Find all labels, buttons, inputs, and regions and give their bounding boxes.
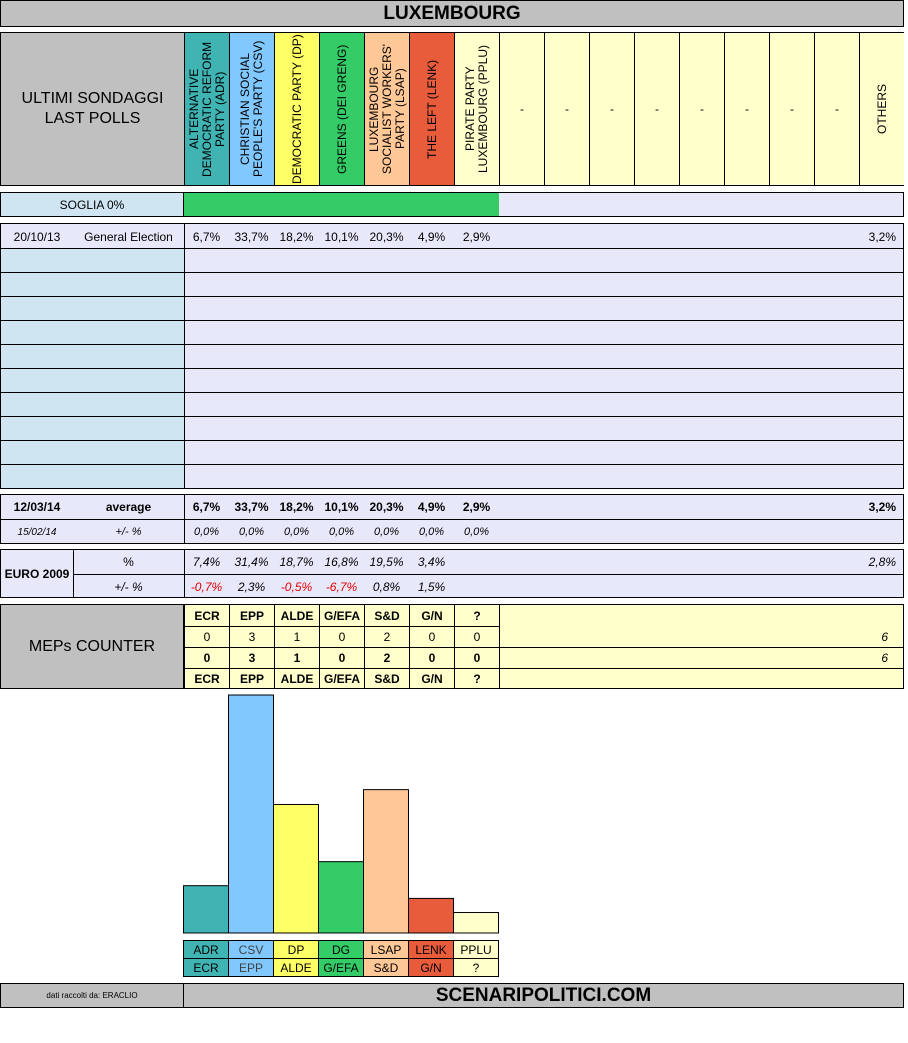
meps-seat-count: 1 [274, 626, 319, 647]
average-diff-value: 0,0% [373, 526, 400, 538]
page-title: LUXEMBOURG [0, 0, 904, 27]
average-diff-value: 0,0% [193, 526, 220, 538]
election-value: 6,7% [192, 229, 221, 244]
party-header-cell [274, 33, 319, 185]
legend-group: G/EFA [318, 958, 364, 977]
meps-group-header: ALDE [274, 605, 319, 626]
legend-group: ALDE [273, 958, 319, 977]
election-label: General Election [84, 229, 173, 244]
footer-site: SCENARIPOLITICI.COM [435, 984, 652, 1006]
empty-party-label: - [565, 102, 569, 116]
threshold-row [0, 192, 904, 217]
empty-party-header [769, 33, 814, 185]
empty-party-label: - [790, 102, 794, 116]
meps-group-header: ECR [184, 605, 229, 626]
legend-party-lenk: LENK [408, 940, 454, 959]
poll-row-divider [1, 344, 903, 345]
legend-group: S&D [363, 958, 409, 977]
party-header-cell [319, 33, 364, 185]
party-name: LUXEMBOURG SOCIALIST WORKERS' PARTY (LSAP) [366, 43, 407, 175]
average-diff-row [1, 520, 903, 544]
average-value: 10,1% [324, 500, 359, 514]
average-value-others: 3,2% [868, 500, 896, 514]
vote-share-chart [0, 690, 908, 935]
euro-row [1, 550, 903, 574]
meps-group-header: S&D [364, 605, 409, 626]
bar-dg [319, 862, 364, 933]
meps-seat-count: 3 [229, 626, 274, 647]
election-value: 2,9% [462, 229, 491, 244]
poll-row-divider [1, 248, 903, 249]
election-row [1, 224, 903, 249]
empty-party-header [724, 33, 769, 185]
empty-party-header [589, 33, 634, 185]
euro-value: 3,4% [417, 555, 446, 569]
euro-value: 7,4% [192, 555, 221, 569]
polls-heading-it: ULTIMI SONDAGGI [21, 90, 164, 107]
euro-value-others: 2,8% [868, 555, 896, 569]
bar-lsap [364, 790, 409, 933]
party-header-cell [409, 33, 454, 185]
threshold-label: SOGLIA 0% [1, 193, 184, 216]
election-value: 4,9% [417, 229, 446, 244]
meps-group-footer: G/EFA [319, 668, 364, 689]
party-name: ALTERNATIVE DEMOCRATIC REFORM PARTY (ADR) [186, 41, 227, 177]
empty-party-header [634, 33, 679, 185]
meps-seat-count-bold: 0 [454, 647, 499, 668]
meps-group-footer: EPP [229, 668, 274, 689]
average-row [1, 495, 903, 519]
euro-diff-value: 1,5% [417, 579, 446, 594]
poll-row-divider [1, 416, 903, 417]
party-header-cell [229, 33, 274, 185]
polls-heading [1, 33, 184, 185]
meps-row-divider [184, 647, 903, 648]
euro-diff-value: -6,7% [325, 579, 358, 594]
meps-seat-count-bold: 3 [229, 647, 274, 668]
empty-party-label: - [745, 102, 749, 116]
meps-divider [499, 647, 500, 668]
election-value: 33,7% [234, 229, 269, 244]
meps-counter [0, 604, 904, 689]
meps-seat-count: 2 [364, 626, 409, 647]
meps-divider [499, 668, 500, 689]
meps-divider [499, 626, 500, 647]
legend-group: ECR [183, 958, 229, 977]
average-date: 12/03/14 [13, 500, 61, 514]
average-block [0, 494, 904, 544]
euro-diff-label: +/- % [114, 579, 143, 594]
legend-party-pplu: PPLU [453, 940, 499, 959]
bar-pplu [454, 913, 499, 933]
euro-value: 18,7% [279, 555, 314, 569]
previous-date: 15/02/14 [17, 526, 57, 538]
euro-diff-value: 0,8% [372, 579, 401, 594]
meps-divider [499, 605, 500, 626]
empty-party-header [544, 33, 589, 185]
average-value: 2,9% [462, 500, 491, 514]
poll-row-divider [1, 464, 903, 465]
meps-seat-count-bold: 0 [319, 647, 364, 668]
poll-row-divider [1, 320, 903, 321]
average-diff-value: 0,0% [238, 526, 265, 538]
meps-seat-count-total: 6 [881, 629, 888, 644]
legend-group: ? [453, 958, 499, 977]
poll-row-divider [1, 488, 903, 489]
empty-party-header [679, 33, 724, 185]
poll-row-divider [1, 440, 903, 441]
polls-heading-en: LAST POLLS [44, 110, 141, 127]
party-name: THE LEFT (LENK) [424, 59, 439, 159]
legend-party-adr: ADR [183, 940, 229, 959]
election-value: 20,3% [369, 229, 404, 244]
meps-seat-count: 0 [319, 626, 364, 647]
meps-seat-count: 0 [454, 626, 499, 647]
party-header-cell [364, 33, 409, 185]
footer [0, 983, 904, 1008]
meps-seat-count-bold: 0 [184, 647, 229, 668]
party-name: PIRATE PARTY LUXEMBOURG (PPLU) [463, 44, 490, 174]
meps-row-divider [184, 668, 903, 669]
meps-group-header: G/N [409, 605, 454, 626]
euro-value: 31,4% [234, 555, 269, 569]
poll-row-divider [1, 392, 903, 393]
threshold-bar [184, 193, 499, 216]
party-header-cell [184, 33, 229, 185]
average-label: average [105, 500, 152, 514]
party-header [0, 32, 904, 186]
poll-row-divider [1, 272, 903, 273]
election-value: 18,2% [279, 229, 314, 244]
empty-party-label: - [655, 102, 659, 116]
party-name: DEMOCRATIC PARTY (DP) [289, 34, 304, 184]
meps-group-header: G/EFA [319, 605, 364, 626]
empty-party-label: - [700, 102, 704, 116]
meps-group-header: ? [454, 605, 499, 626]
meps-label: MEPs COUNTER [1, 605, 184, 688]
euro-value: 16,8% [324, 555, 359, 569]
election-date: 20/10/13 [13, 229, 61, 244]
party-header-cell [454, 33, 499, 185]
euro-label: EURO 2009 [4, 566, 70, 581]
legend-party-lsap: LSAP [363, 940, 409, 959]
legend-group: G/N [408, 958, 454, 977]
euro-diff-value: -0,5% [280, 579, 313, 594]
bar-csv [229, 695, 274, 933]
meps-seat-count-bold-total: 6 [881, 650, 888, 665]
empty-party-header [814, 33, 859, 185]
party-name: GREENS (DEI GRENG) [334, 44, 349, 174]
legend-group: EPP [228, 958, 274, 977]
meps-group-footer: ECR [184, 668, 229, 689]
meps-group-header: EPP [229, 605, 274, 626]
meps-group-footer: ALDE [274, 668, 319, 689]
meps-seat-count: 0 [409, 626, 454, 647]
party-name: CHRISTIAN SOCIAL PEOPLE'S PARTY (CSV) [238, 40, 265, 178]
meps-group-footer: ? [454, 668, 499, 689]
poll-row-divider [1, 368, 903, 369]
legend-party-dg: DG [318, 940, 364, 959]
footer-credit: dati raccolti da: ERACLIO [1, 984, 184, 1007]
legend-party-csv: CSV [228, 940, 274, 959]
meps-seat-count-bold: 1 [274, 647, 319, 668]
average-diff-value: 0,0% [328, 526, 355, 538]
election-value: 10,1% [324, 229, 359, 244]
average-value: 33,7% [234, 500, 269, 514]
empty-party-label: - [520, 102, 524, 116]
election-value-others: 3,2% [868, 229, 896, 244]
diff-label: +/- % [115, 526, 142, 538]
legend-party-dp: DP [273, 940, 319, 959]
average-value: 20,3% [369, 500, 404, 514]
average-diff-value: 0,0% [283, 526, 310, 538]
meps-seat-count: 0 [184, 626, 229, 647]
meps-group-footer: G/N [409, 668, 454, 689]
bar-adr [184, 886, 229, 933]
euro-value: 19,5% [369, 555, 404, 569]
euro-diff-row [1, 575, 903, 598]
empty-party-label: - [610, 102, 614, 116]
average-diff-value: 0,0% [418, 526, 445, 538]
poll-source-column [1, 249, 184, 489]
meps-seat-count-bold: 2 [364, 647, 409, 668]
empty-party-header [499, 33, 544, 185]
polls-table [0, 223, 904, 489]
others-header-cell [859, 33, 904, 185]
poll-row-divider [1, 296, 903, 297]
bar-dp [274, 804, 319, 933]
meps-group-footer: S&D [364, 668, 409, 689]
others-label: OTHERS [874, 83, 889, 134]
euro-block [0, 549, 904, 598]
average-value: 4,9% [417, 500, 446, 514]
meps-seat-count-bold: 0 [409, 647, 454, 668]
euro-diff-value: -0,7% [190, 579, 223, 594]
average-value: 18,2% [279, 500, 314, 514]
meps-row-divider [184, 626, 499, 627]
euro-pct-label: % [123, 555, 134, 569]
average-value: 6,7% [192, 500, 221, 514]
empty-party-label: - [835, 102, 839, 116]
average-diff-value: 0,0% [463, 526, 490, 538]
bar-lenk [409, 898, 454, 933]
euro-diff-value: 2,3% [237, 579, 266, 594]
